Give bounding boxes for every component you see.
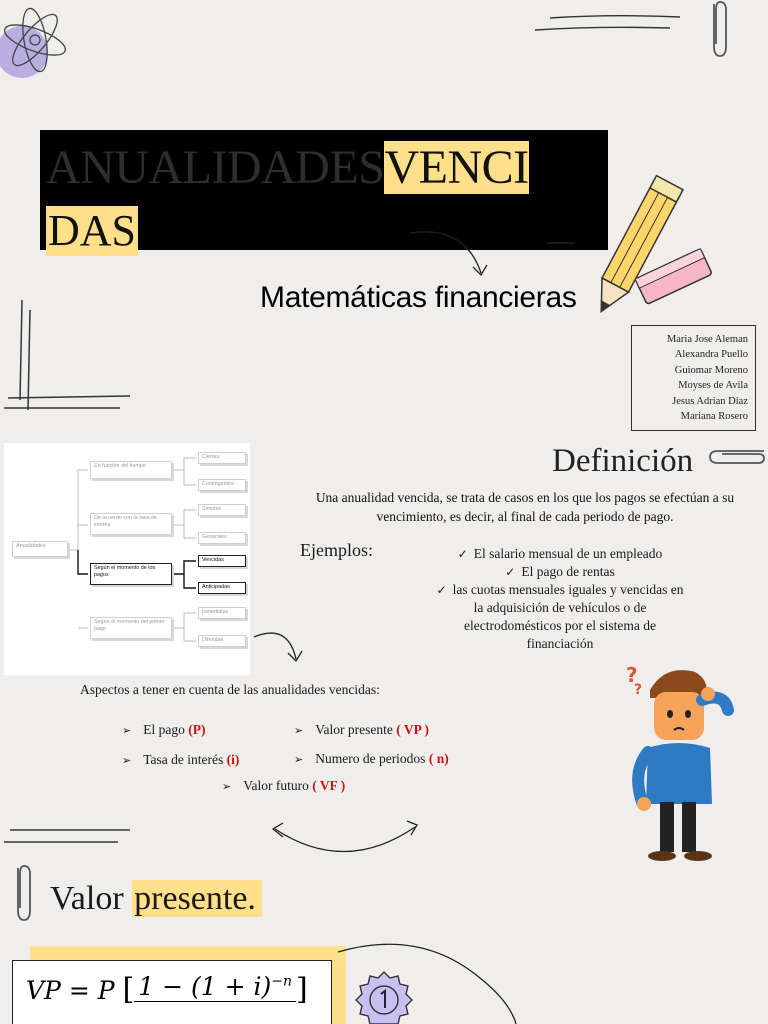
valor-presente-heading [50, 880, 262, 918]
confused-man-icon [620, 652, 740, 864]
title-part-anualidades: ANUALIDADES [46, 141, 385, 194]
concept-branch: En función del tiempo [90, 461, 172, 479]
author-name: Mariana Rosero [680, 411, 748, 423]
check-icon: ✓ [436, 583, 447, 597]
concept-leaf: Ciertas [198, 452, 246, 464]
author-name: Guiomar Moreno [674, 364, 748, 376]
eraser-icon [628, 244, 723, 310]
curved-arrow-icon [405, 225, 495, 280]
curved-arrow-icon [250, 625, 310, 665]
concept-branch: Según el momento del primer pago [90, 617, 172, 639]
aspects-title: Aspectos a tener en cuenta de las anualidades vencidas: [80, 682, 380, 697]
definition-text: Una anualidad vencida, se trata de casos en los que los pagos se efectúan a su vencimiento, es decir, al final de cada periodo de pago. [315, 490, 735, 524]
aspect-label: Valor presente [315, 722, 393, 737]
authors-list [631, 325, 756, 431]
example-text: El pago de rentas [521, 564, 615, 579]
concept-leaf: Contingentes [198, 479, 246, 491]
check-icon: ✓ [457, 547, 468, 561]
author-name: Jesus Adrian Diaz [672, 395, 748, 407]
check-icon: ✓ [505, 565, 516, 579]
aspect-symbol: ( VP ) [396, 722, 429, 737]
list-item [122, 752, 239, 768]
concept-leaf: Vencidas [198, 555, 246, 567]
cross-lines-doodle [0, 290, 140, 430]
svg-text:?: ? [626, 663, 638, 687]
subtitle: Matemáticas financieras [260, 281, 577, 314]
examples-list [400, 545, 720, 653]
definition-heading: Definición [552, 443, 694, 479]
svg-text:?: ? [634, 682, 643, 698]
dash-doodle [545, 238, 585, 248]
aspect-label: Numero de periodos [315, 751, 426, 766]
aspect-symbol: (P) [188, 722, 206, 737]
page-title [46, 138, 529, 198]
list-item [122, 722, 205, 738]
concept-leaf: Anticipadas [198, 582, 246, 594]
arrow-bullet-icon: ➢ [122, 724, 132, 737]
concept-leaf: Inmediatas [198, 607, 246, 619]
concept-branch: Según el momento de los pagos [90, 563, 172, 585]
concept-branch: De acuerdo con la tasa de interés [90, 513, 172, 535]
title-part-venci: VENCI [384, 141, 529, 194]
paperclip-icon [10, 864, 38, 924]
scribble-lines-left [0, 822, 140, 852]
author-name: Moyses de Avila [678, 380, 748, 392]
atom-icon [0, 0, 80, 90]
formula-lhs: VP = P [26, 976, 115, 1005]
concept-root: Anualidades [12, 541, 68, 557]
aspect-label: El pago [143, 722, 185, 737]
arrow-bullet-icon: ➢ [222, 780, 232, 793]
heading-highlight: presente. [132, 880, 262, 917]
list-item [222, 778, 345, 794]
concept-leaf: Diferidas [198, 635, 246, 647]
author-name: Alexandra Puello [674, 349, 748, 361]
list-item [400, 581, 720, 653]
concept-leaf: Simples [198, 504, 246, 516]
scribble-lines-top [530, 8, 690, 38]
arrow-bullet-icon: ➢ [294, 724, 304, 737]
aspect-symbol: ( VF ) [312, 778, 346, 793]
formula-numerator: 1 − (1 + i) [138, 972, 272, 1001]
examples-label: Ejemplos: [300, 540, 373, 560]
concept-map [4, 443, 250, 675]
arrow-bullet-icon: ➢ [294, 753, 304, 766]
title-part-das: DAS [48, 206, 137, 255]
paperclip-icon [706, 443, 768, 469]
example-text: El salario mensual de un empleado [473, 546, 663, 561]
author-name: Maria Jose Aleman [666, 334, 748, 345]
example-text: las cuotas mensuales iguales y vencidas en la adquisición de vehículos o de electrodomésticos por el sistema de financiación [452, 582, 684, 651]
formula-exponent: −n [271, 973, 292, 990]
aspect-symbol: ( n) [428, 751, 449, 766]
list-item [294, 751, 449, 767]
concept-leaf: Generales [198, 532, 246, 544]
list-item [400, 563, 720, 581]
list-item [294, 722, 429, 738]
heading-plain: Valor [50, 880, 124, 917]
aspect-symbol: (i) [226, 752, 240, 767]
aspect-label: Tasa de interés [143, 752, 224, 767]
present-value-formula: VP = P [ $1 - (1 + i)^{-n}$ ] [26, 972, 308, 1007]
curve-doodle [330, 938, 530, 1024]
aspect-label: Valor futuro [243, 778, 309, 793]
double-arrow-doodle [265, 815, 425, 860]
arrow-bullet-icon: ➢ [122, 754, 132, 767]
list-item [400, 545, 720, 563]
paperclip-icon [706, 0, 734, 60]
